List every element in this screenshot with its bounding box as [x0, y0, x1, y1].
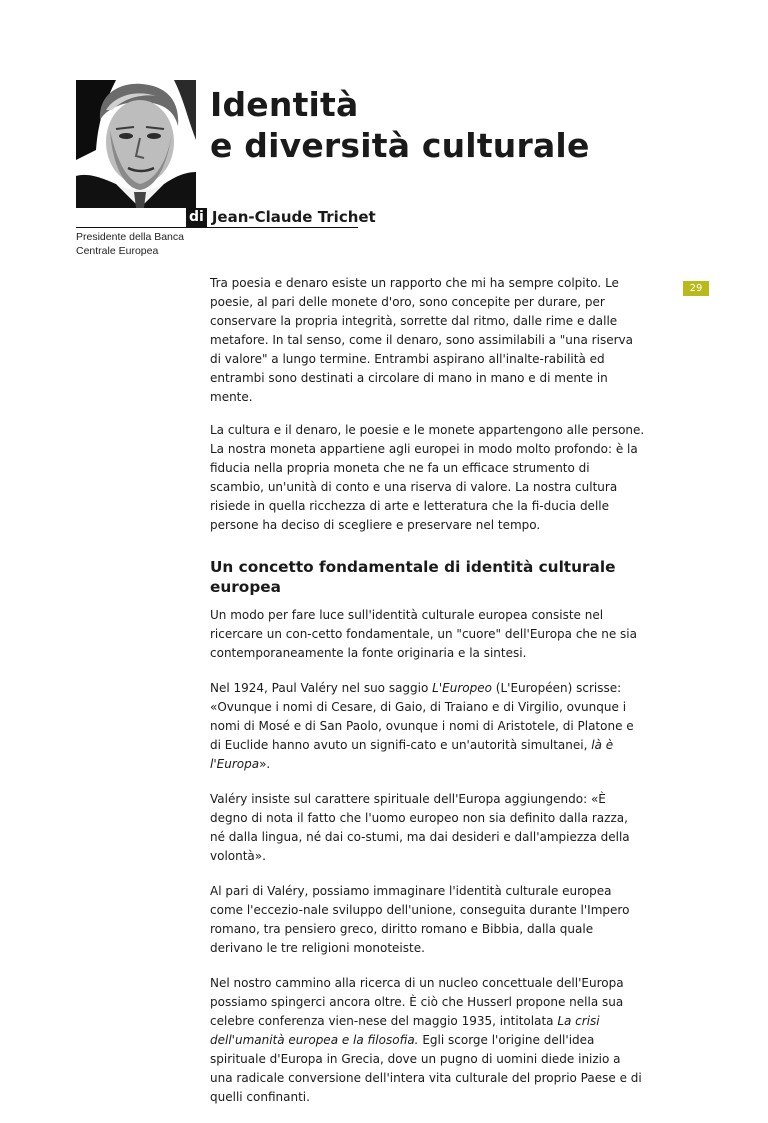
affiliation-line-1: Presidente della Banca: [76, 231, 184, 243]
title-line-1: Identità: [210, 85, 359, 124]
paragraph-5: Valéry insiste sul carattere spirituale dell'Europa aggiungendo: «È degno di nota il fatto che l'uomo europeo non sia definito dalla razza, né dalla lingua, né dai co-stumi, ma dai desideri e dall'ampiezza della volontà».: [210, 792, 630, 863]
section-heading: Un concetto fondamentale di identità culturale europea: [210, 558, 616, 596]
article-title: [210, 84, 590, 166]
byline-divider: [76, 227, 358, 228]
byline: [186, 208, 376, 227]
paragraph-4-text-e: ».: [259, 757, 271, 771]
paragraph-3: Un modo per fare luce sull'identità culturale europea consiste nel ricercare un con-cetto fondamentale, un "cuore" dell'Europa che ne sia contemporaneamente la fonte originaria e la sintesi.: [210, 608, 637, 660]
paragraph-7-text-a: Nel nostro cammino alla ricerca di un nucleo concettuale dell'Europa possiamo spingerci ancora oltre. È ciò che Husserl propone nella sua celebre conferenza vien-nese del maggio 1935, intitolata: [210, 976, 624, 1028]
byline-prefix: di: [186, 208, 207, 227]
paragraph-7-text-c: Egli scorge l'origine dell'idea spirituale d'Europa in Grecia, dove un pugno di uomini diede inizio a una radicale conversione dell'intera vita culturale del proprio Paese e di quelli confinanti.: [210, 1033, 642, 1104]
lecture-title: La crisi dell'umanità europea e la filosofia.: [210, 1014, 600, 1047]
author-portrait-image: [76, 80, 196, 208]
author-affiliation: [76, 230, 196, 258]
paragraph-4-text-a: Nel 1924, Paul Valéry nel suo saggio: [210, 681, 433, 695]
quote-emphasis: là è l'Europa: [210, 738, 614, 771]
book-title-europeo: L'Europeo: [432, 681, 492, 695]
affiliation-line-2: Centrale Europea: [76, 245, 159, 257]
page-number-badge: 29: [683, 281, 709, 296]
paragraph-4: [210, 679, 646, 774]
paragraph-2: La cultura e il denaro, le poesie e le monete appartengono alle persone. La nostra moneta appartiene agli europei in modo molto profondo: è la fiducia nella propria moneta che ne fa un efficace strumento di scambio, un'unità di conto e una riserva di valore. La nostra cultura risiede in quella ricchezza di arte e letteratura che la fi-ducia delle persone ha deciso di scegliere e preservare nel tempo.: [210, 423, 645, 532]
article-body: [210, 274, 646, 1123]
title-line-2: e diversità culturale: [210, 126, 590, 165]
paragraph-4-text-c: (L'Européen) scrisse: «Ovunque i nomi di Cesare, di Gaio, di Traiano e di Virgilio, ovunque i nomi di Mosé e di San Paolo, ovunque i nomi di Aristotele, di Platone e di Euclide hanno avuto un signifi-cato e un'autorità simultanei,: [210, 681, 634, 752]
paragraph-6: Al pari di Valéry, possiamo immaginare l'identità culturale europea come l'eccezio-nale sviluppo dell'unione, conseguita durante l'Impero romano, tra pensiero greco, diritto romano e Bibbia, dalla quale derivano le tre religioni monoteiste.: [210, 884, 630, 955]
author-name: Jean-Claude Trichet: [211, 208, 376, 226]
paragraph-1: Tra poesia e denaro esiste un rapporto che mi ha sempre colpito. Le poesie, al pari delle monete d'oro, sono concepite per durare, per conservare la propria integrità, sorrette dal ritmo, dalle rime e dalle metafore. In tal senso, come il denaro, sono assimilabili a "una riserva di valore" a lungo termine. Entrambi aspirano all'inalte-rabilità ed entrambi sono destinati a circolare di mano in mano e di mente in mente.: [210, 276, 633, 404]
